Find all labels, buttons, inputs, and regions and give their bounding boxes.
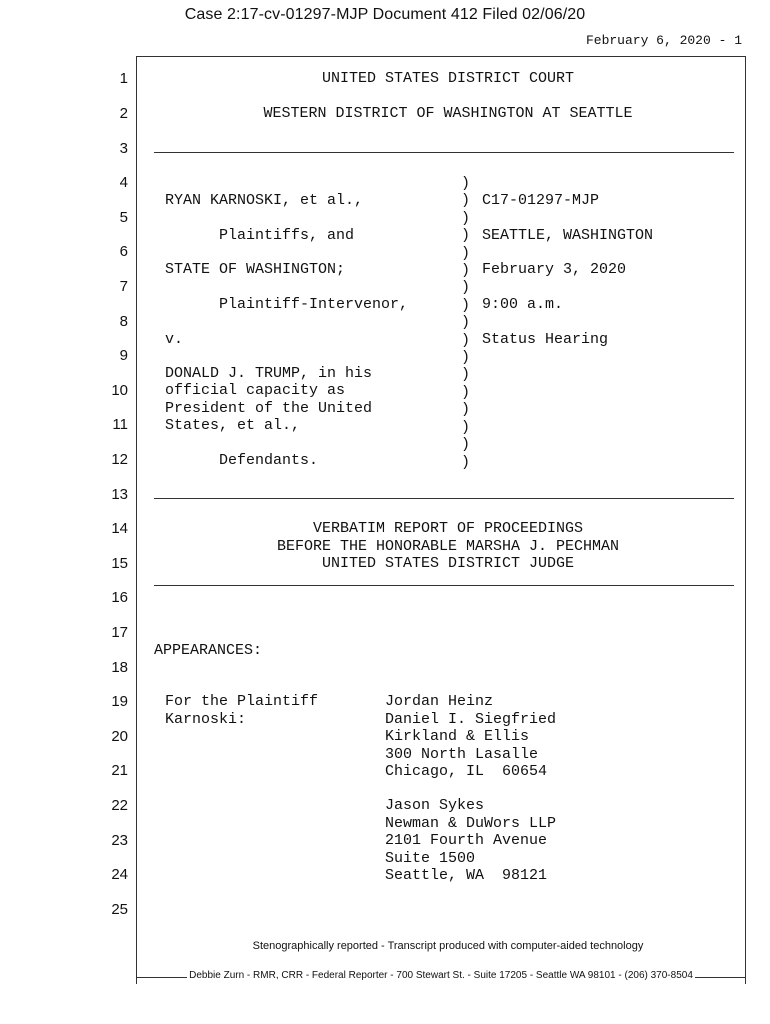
line-number: 10 — [111, 382, 128, 399]
counsel-address: Chicago, IL 60654 — [385, 763, 548, 780]
line-number: 25 — [111, 901, 128, 918]
line-number: 21 — [111, 762, 128, 779]
footer-note: Stenographically reported - Transcript produced with computer-aided technology — [252, 940, 644, 952]
line-number: 16 — [111, 589, 128, 606]
footer-reporter: Debbie Zurn - RMR, CRR - Federal Reporter - 700 Stewart St. - Suite 17205 - Seattle WA 98101 - (206) 370-8504 — [189, 970, 693, 981]
counsel-address: Seattle, WA 98121 — [385, 867, 548, 884]
caption-party-intervenor: STATE OF WASHINGTON; — [165, 261, 346, 278]
hearing-time: 9:00 a.m. — [482, 296, 564, 313]
caption-party-defendant: official capacity as — [165, 382, 346, 399]
line-number: 12 — [111, 451, 128, 468]
counsel-name: Daniel I. Siegfried — [385, 711, 557, 728]
line-number: 18 — [111, 659, 128, 676]
line-number: 9 — [119, 347, 128, 364]
caption-party-defendant: President of the United — [165, 400, 373, 417]
counsel-address: 2101 Fourth Avenue — [385, 832, 548, 849]
appearance-party: For the Plaintiff — [165, 693, 319, 710]
caption-party-role: Plaintiffs, and — [165, 227, 355, 244]
counsel-address: 300 North Lasalle — [385, 746, 539, 763]
caption-divider-top — [154, 152, 734, 153]
caption-parenthesis-column: ) ) ) ) ) ) ) ) ) ) ) ) ) ) ) ) ) — [461, 175, 471, 471]
line-number: 5 — [119, 209, 128, 226]
transcript-judge: BEFORE THE HONORABLE MARSHA J. PECHMAN — [276, 538, 620, 555]
case-number: C17-01297-MJP — [482, 192, 600, 209]
line-number: 4 — [119, 174, 128, 191]
counsel-firm: Kirkland & Ellis — [385, 728, 530, 745]
caption-party-defendant: States, et al., — [165, 417, 301, 434]
court-name: UNITED STATES DISTRICT COURT — [321, 70, 575, 87]
line-number: 20 — [111, 728, 128, 745]
transcript-judge-title: UNITED STATES DISTRICT JUDGE — [321, 555, 575, 572]
line-number: 24 — [111, 866, 128, 883]
line-number: 17 — [111, 624, 128, 641]
caption-party-defendant: DONALD J. TRUMP, in his — [165, 365, 373, 382]
line-number: 23 — [111, 832, 128, 849]
counsel-name: Jason Sykes — [385, 797, 485, 814]
hearing-location: SEATTLE, WASHINGTON — [482, 227, 654, 244]
case-header: Case 2:17-cv-01297-MJP Document 412 Filed 02/06/20 — [184, 6, 586, 23]
caption-versus: v. — [165, 331, 184, 348]
counsel-firm: Newman & DuWors LLP — [385, 815, 557, 832]
appearance-party: Karnoski: — [165, 711, 247, 728]
line-number: 6 — [119, 243, 128, 260]
caption-party-plaintiff: RYAN KARNOSKI, et al., — [165, 192, 364, 209]
line-number: 2 — [119, 105, 128, 122]
line-number: 15 — [111, 555, 128, 572]
counsel-address: Suite 1500 — [385, 850, 476, 867]
title-divider — [154, 585, 734, 586]
transcript-title: VERBATIM REPORT OF PROCEEDINGS — [312, 520, 584, 537]
line-number: 1 — [119, 70, 128, 87]
line-number: 8 — [119, 313, 128, 330]
caption-party-role: Plaintiff-Intervenor, — [165, 296, 409, 313]
line-number: 11 — [112, 416, 128, 433]
page-stamp: February 6, 2020 - 1 — [585, 33, 742, 48]
appearances-heading: APPEARANCES: — [154, 642, 263, 659]
court-district: WESTERN DISTRICT OF WASHINGTON AT SEATTLE — [263, 105, 633, 122]
hearing-type: Status Hearing — [482, 331, 609, 348]
line-number: 7 — [119, 278, 128, 295]
counsel-name: Jordan Heinz — [385, 693, 494, 710]
caption-divider-bottom — [154, 498, 734, 499]
hearing-date: February 3, 2020 — [482, 261, 627, 278]
line-number: 19 — [111, 693, 128, 710]
line-number: 22 — [111, 797, 128, 814]
line-number: 13 — [111, 486, 128, 503]
caption-party-role: Defendants. — [165, 452, 319, 469]
line-number: 14 — [111, 520, 128, 537]
line-number: 3 — [119, 140, 128, 157]
